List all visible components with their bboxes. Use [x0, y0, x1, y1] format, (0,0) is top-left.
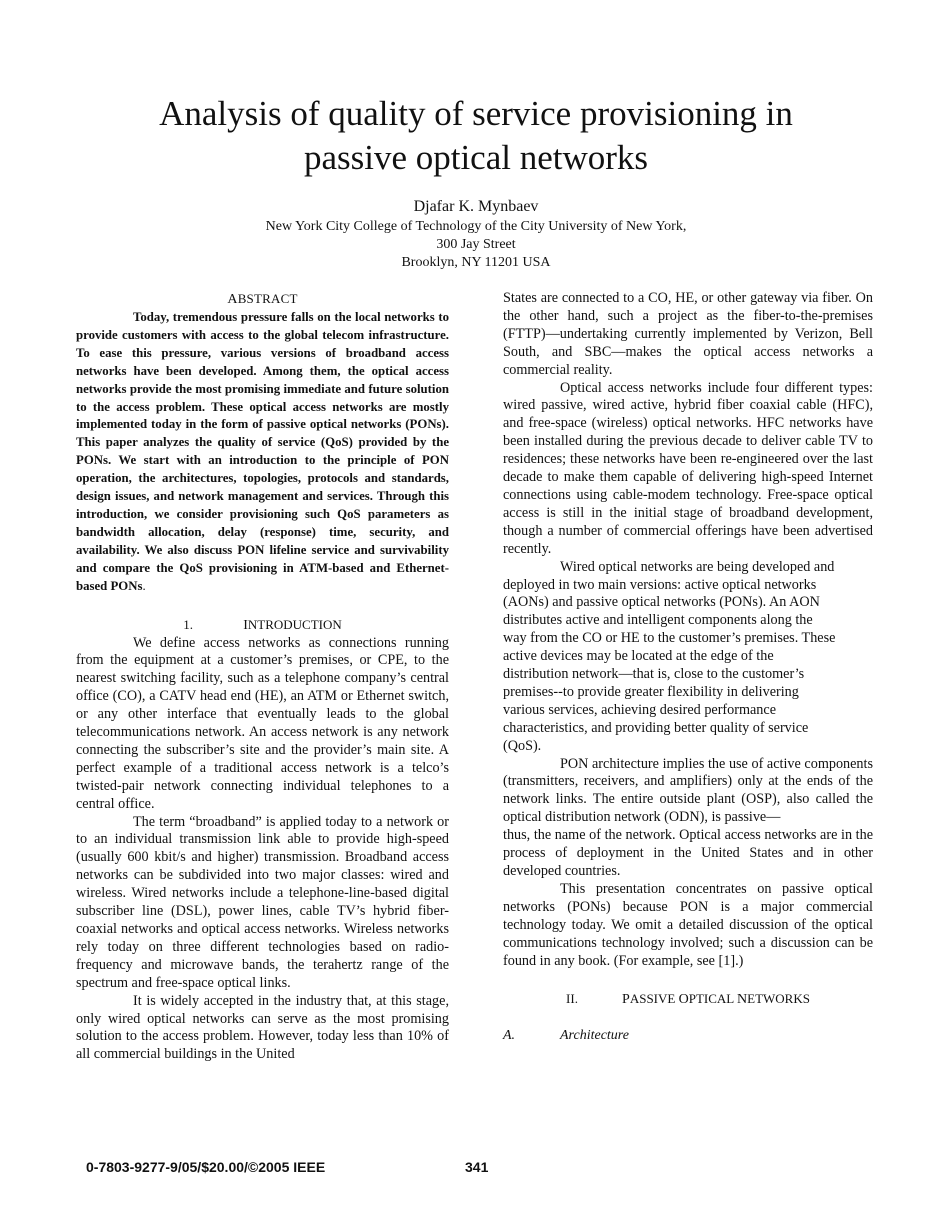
affiliation-line-3: Brooklyn, NY 11201 USA: [401, 255, 551, 270]
left-column: [76, 290, 449, 1064]
intro-paragraph-1: We define access networks as connections running from the equipment at a customer’s premises, or CPE, to the nearest switching facility, such as a telephone company’s central office (CO), a CATV head end (HE), an ATM or Ethernet switch, or any other interface that eventually leads to the global telecommunications network. An access network is any network connecting the subscriber’s site and the provider’s main site. A perfect example of a traditional access network is a telco’s twisted-pair network connecting individual telephones to a central office.: [76, 634, 449, 812]
author-name: Djafar K. Mynbaev: [413, 198, 539, 215]
page-number: 341: [465, 1159, 489, 1175]
intro-paragraph-6: PON architecture implies the use of active components (transmitters, receivers, and amplifiers) only at the ends of the network links. The entire outside plant (OSP), also called the optical distribution network (ODN), is passive—: [503, 755, 873, 826]
right-column: [503, 290, 873, 1045]
footer-copyright: 0-7803-9277-9/05/$20.00/©2005 IEEE: [86, 1159, 326, 1175]
intro-paragraph-6b: thus, the name of the network. Optical access networks are in the process of deployment in the United States and in other developed countries.: [503, 827, 873, 879]
intro-heading: 1. INTRODUCTION: [183, 616, 342, 633]
title-line-1: Analysis of quality of service provisioning in: [159, 94, 793, 133]
intro-paragraph-2: The term “broadband” is applied today to a network or to an individual transmission link able to provide high-speed (usually 600 kbit/s and higher) transmission. Broadband access networks can be subdivided into two major classes: wired and wireless. Wired networks include a telephone-line-based digital subscriber line (DSL), power lines, cable TV’s hybrid fiber-coaxial networks and optical access networks. Wireless networks rely today on three different technologies based on radio-frequency and microwave bands, the terahertz range of the spectrum and free-space optical links.: [76, 813, 449, 991]
section-2-heading: II. PASSIVE OPTICAL NETWORKS: [566, 991, 810, 1008]
title-line-2: passive optical networks: [303, 138, 649, 177]
abstract-heading: ABSTRACT: [227, 291, 298, 307]
abstract-text: Today, tremendous pressure falls on the local networks to provide customers with access to the global telecom infrastructure. To ease this pressure, various versions of broadband access networks have been developed. Among them, the optical access networks provide the most promising immediate and future solution to the access problem. These optical access networks are mostly implemented today in the form of passive optical networks (PONs). This paper analyzes the quality of service (QoS) provided by the PONs. We start with an introduction to the principle of PON operation, the architectures, topologies, protocols and standards, design issues, and network management and services. Through this introduction, we consider provisioning such QoS parameters as bandwidth allocation, delay (response) time, security, and availability. We also discuss PON lifeline service and survivability and compare the QoS provisioning in ATM-based and Ethernet-based PONs.: [76, 310, 449, 593]
intro-paragraph-7: This presentation concentrates on passive optical networks (PONs) because PON is a major commercial technology today. We omit a detailed discussion of the optical communications technology involved; such a discussion can be found in any book. (For example, see [1].): [503, 880, 873, 969]
intro-paragraph-3-continued: States are connected to a CO, HE, or other gateway via fiber. On the other hand, such a project as the fiber-to-the-premises (FTTP)—undertaking currently implemented by Verizon, Bell South, and SBC—makes the optical access networks a commercial reality.: [503, 290, 873, 378]
affiliation-line-1: New York City College of Technology of the City University of New York,: [265, 219, 687, 234]
intro-paragraph-5: Wired optical networks are being developed and deployed in two main versions: active optical networks (AONs) and passive optical networks (PONs). An AON distributes active and intelligent components along the way from the CO or HE to the customer’s premises. These active devices may be located at the edge of the distribution network—that is, close to the customer’s premises--to provide greater flexibility in delivering various services, achieving desired performance characteristics, and providing better quality of service (QoS).: [503, 558, 836, 754]
author-block: [60, 196, 892, 272]
intro-paragraph-3: It is widely accepted in the industry that, at this stage, only wired optical networks can serve as the most promising solution to the access problem. However, today less than 10% of all commercial buildings in the United: [76, 992, 449, 1063]
affiliation-line-2: 300 Jay Street: [436, 237, 516, 252]
subsection-heading: A. Architecture: [503, 1028, 629, 1044]
paper-title: [60, 92, 892, 180]
intro-paragraph-4: Optical access networks include four different types: wired passive, wired active, hybrid fiber coaxial cable (HFC), and free-space (wireless) optical networks. HFC networks have been installed during the previous decade to deliver cable TV to residences; these networks have been re-engineered over the last decade to make them capable of delivering high-speed Internet connections using cable-modem technology. Free-space optical access is still in the initial stage of broadband development, though a number of commercial offerings have been advertised recently.: [503, 379, 873, 557]
